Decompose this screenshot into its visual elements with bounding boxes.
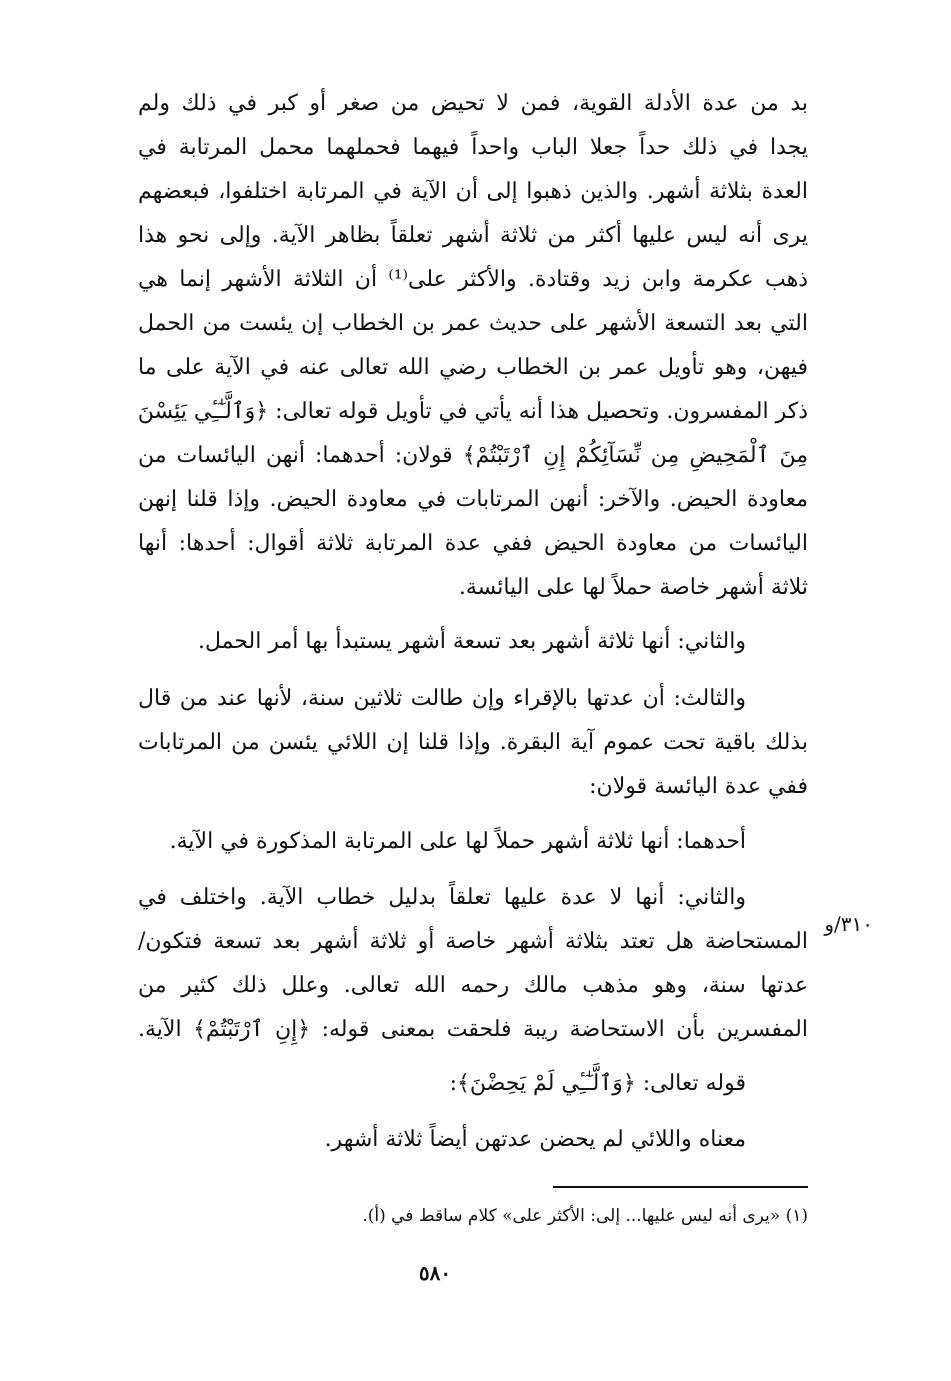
paragraph-first-line: معناه واللائي لم يحضن عدتهن أيضاً ثلاثة أشهر. <box>324 1127 746 1152</box>
text-line: بذلك باقية تحت عموم آية البقرة. وإذا قلنا إن اللائي يئسن من المرتابات <box>138 730 808 755</box>
footnote-divider <box>553 1186 808 1188</box>
text-line: بد من عدة الأدلة القوية، فمن لا تحيض من صغر أو كبر في ذلك ولم <box>138 91 808 116</box>
text-line: المستحاضة هل تعتد بثلاثة أشهر خاصة أو ثلاثة أشهر بعد تسعة فتكون/ <box>138 929 808 954</box>
page-number: ٥٨٠ <box>418 1261 452 1285</box>
text-line: المفسرين بأن الاستحاضة ريبة فلحقت بمعنى قوله: ﴿إِنِ ٱرْتَبْتُمْ﴾ الآية. <box>138 1017 808 1042</box>
text-line: اليائسات من معاودة الحيض ففي عدة المرتابة ثلاثة أقوال: أحدها: أنها <box>138 531 808 556</box>
text-line: التي بعد التسعة الأشهر على حديث عمر بن الخطاب إن يئست من الحمل <box>138 311 808 336</box>
text-line: ذكر المفسرون. وتحصيل هذا أنه يأتي في تأويل قوله تعالى: ﴿وَٱلَّـٰٓـِٔي يَئِسْنَ <box>138 399 808 424</box>
manuscript-folio-marker: ٣١٠/و <box>824 912 873 936</box>
text-line: معاودة الحيض. والآخر: أنهن المرتابات في معاودة الحيض. وإذا قلنا إنهن <box>138 487 808 512</box>
text-line: يجدا في ذلك حداً جعلا الباب واحداً فيهما فحملهما محمل المرتابة في <box>138 135 808 160</box>
text-line: عدتها سنة، وهو مذهب مالك رحمه الله تعالى. وعلل ذلك كثير من <box>138 973 808 998</box>
text-line: ذهب عكرمة وابن زيد وقتادة. والأكثر على⁽¹⁾ أن الثلاثة الأشهر إنما هي <box>138 267 808 292</box>
text-line: مِنَ ٱلْمَحِيضِ مِن نِّسَآئِكُمْ إِنِ ٱرْتَبْتُمْ﴾ قولان: أحدهما: أنهن اليائسات من <box>138 443 808 468</box>
text-line: فيهن، وهو تأويل عمر بن الخطاب رضي الله تعالى عنه في الآية على ما <box>138 355 808 380</box>
paragraph-first-line: أحدهما: أنها ثلاثة أشهر حملاً لها على المرتابة المذكورة في الآية. <box>169 829 746 854</box>
text-line: يرى أنه ليس عليها أكثر من ثلاثة أشهر تعلقاً بظاهر الآية. وإلى نحو هذا <box>138 223 808 248</box>
paragraph-first-line: والثالث: أن عدتها بالإقراء وإن طالت ثلاثين سنة، لأنها عند من قال <box>138 686 746 711</box>
text-line: ثلاثة أشهر خاصة حملاً لها على اليائسة. <box>458 575 808 600</box>
text-line: ففي عدة اليائسة قولان: <box>589 774 808 799</box>
paragraph-first-line: والثاني: أنها ثلاثة أشهر بعد تسعة أشهر يستبدأ بها أمر الحمل. <box>197 629 746 654</box>
verse-heading: قوله تعالى: ﴿وَٱلَّـٰٓـِٔي لَمْ يَحِضْنَ﴾: <box>449 1071 746 1096</box>
footnote: (١) «يرى أنه ليس عليها... إلى: الأكثر على» كلام ساقط في (أ). <box>362 1206 808 1226</box>
text-line: العدة بثلاثة أشهر. والذين ذهبوا إلى أن الآية في المرتابة اختلفوا، فبعضهم <box>138 179 808 204</box>
paragraph-first-line: والثاني: أنها لا عدة عليها تعلقاً بدليل خطاب الآية. واختلف في <box>138 885 746 910</box>
